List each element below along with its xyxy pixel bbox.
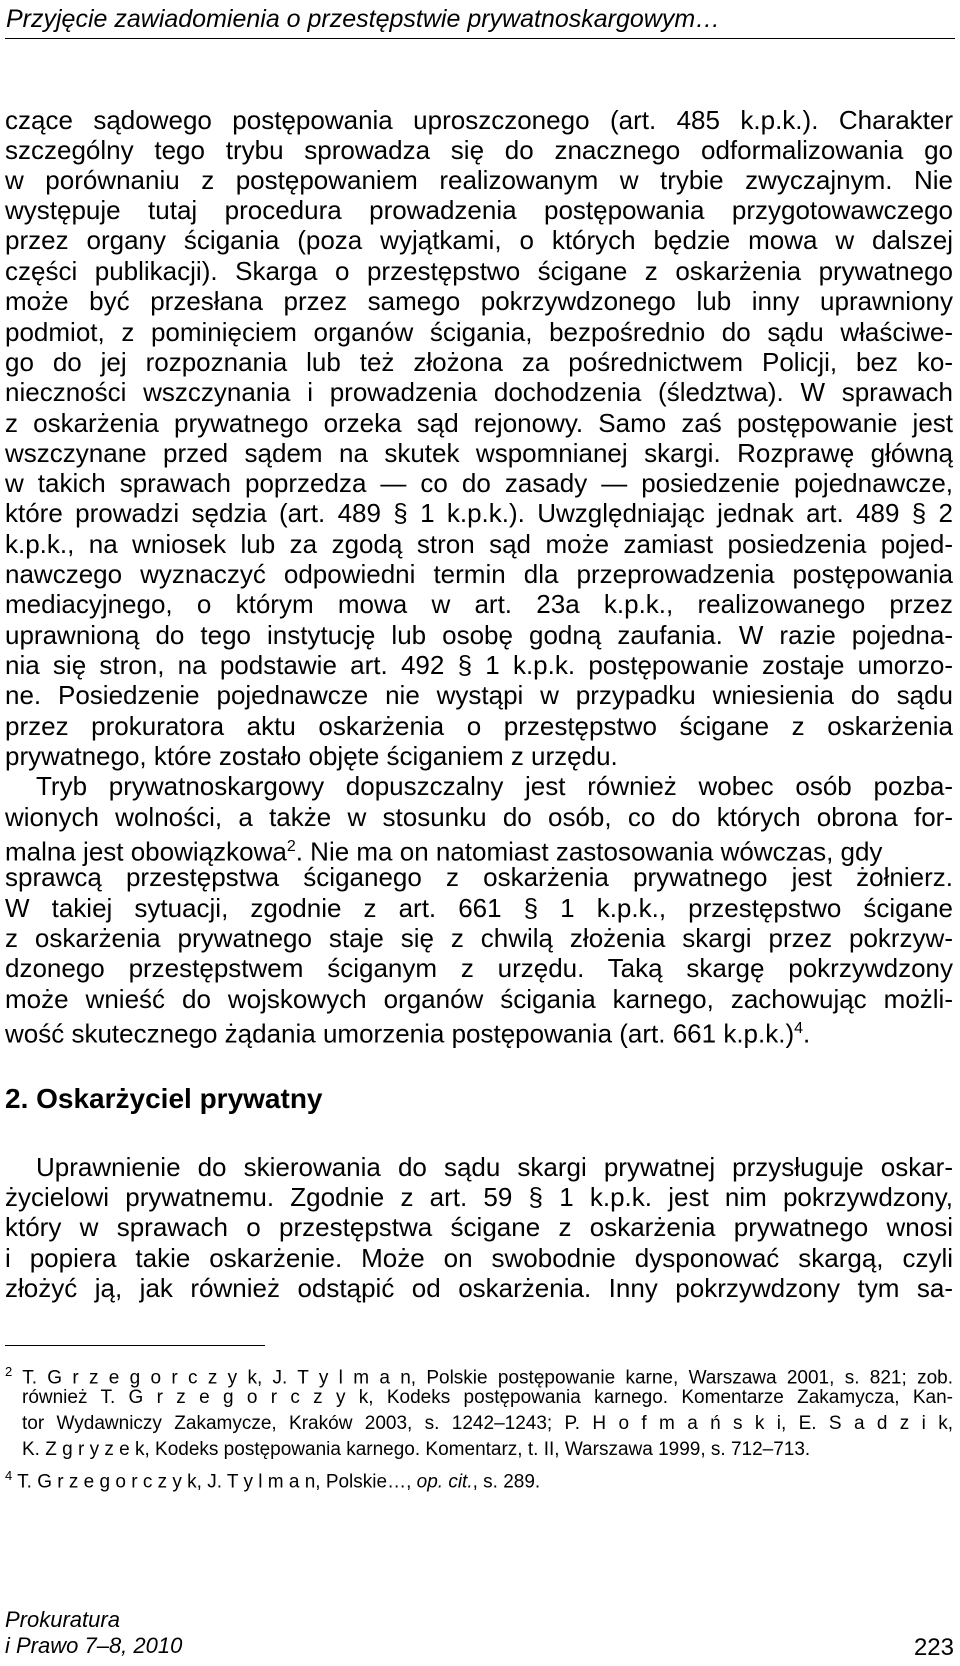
body-line: sprawcą przestępstwa ściganego z oskarżenia prywatnego jest żołnierz. [5, 862, 953, 892]
body-line: mediacyjnego, o którym mowa w art. 23a k.p.k., realizowanego przez [5, 589, 953, 619]
body-line: ne. Posiedzenie pojednawcze nie wystąpi w przypadku wniesienia do sądu [5, 680, 953, 710]
body-line: z oskarżenia prywatnego staje się z chwilą złożenia skargi przez pokrzyw- [5, 923, 953, 953]
body-line: dzonego przestępstwem ściganym z urzędu. Taką skargę pokrzywdzony [5, 953, 953, 983]
body-line: go do jej rozpoznania lub też złożona za pośrednictwem Policji, bez ko- [5, 347, 953, 377]
footnote-line: również T. G r z e g o r c z y k, Kodeks postępowania karnego. Komentarze Zakamycza, Kan- [22, 1387, 953, 1408]
page-number: 223 [913, 1634, 954, 1661]
body-line: w takich sprawach poprzedza — co do zasady — posiedzenie pojednawcze, [5, 468, 953, 498]
body-line: może wnieść do wojskowych organów ścigania karnego, zachowując możli- [5, 984, 953, 1014]
body-line: w porównaniu z postępowaniem realizowanym w trybie zwyczajnym. Nie [5, 165, 953, 195]
body-line: wość skutecznego żądania umorzenia postępowania (art. 661 k.p.k.)$^4$. [5, 1018, 811, 1049]
footnote-2: $^2$ T. G r z e g o r c z y k, J. T y l m a n, Polskie postępowanie karne, Warszawa 2001, s. 821; zob. [5, 1364, 953, 1389]
body-line: malna jest obowiązkowa$^2$. Nie ma on natomiast zastosowania wówczas, gdy [5, 836, 883, 867]
running-title: Przyjęcie zawiadomienia o przestępstwie prywatnoskargowym… [6, 5, 721, 33]
footnote-ref[interactable]: 2 [286, 838, 296, 855]
body-line: wszczynane przed sądem na skutek wspomnianej skargi. Rozprawę główną [5, 438, 953, 468]
section-heading: 2. Oskarżyciel prywatny [5, 1083, 323, 1114]
body-line: Tryb prywatnoskargowy dopuszczalny jest również wobec osób pozba- [36, 771, 953, 801]
section-line: życielowi prywatnemu. Zgodnie z art. 59 § 1 k.p.k. jest nim pokrzywdzony, [5, 1182, 953, 1212]
body-line: występuje tutaj procedura prowadzenia postępowania przygotowawczego [5, 195, 953, 225]
body-line: może być przesłana przez samego pokrzywdzonego lub inny uprawniony [5, 286, 953, 316]
section-line: i popiera takie oskarżenie. Może on swobodnie dysponować skargą, czyli [5, 1243, 953, 1273]
section-line: Uprawnienie do skierowania do sądu skargi prywatnej przysługuje oskar- [36, 1152, 953, 1182]
running-header [5, 0, 955, 39]
body-line: szczególny tego trybu sprowadza się do znacznego odformalizowania go [5, 135, 953, 165]
body-line: części publikacji). Skarga o przestępstwo ścigane z oskarżenia prywatnego [5, 256, 953, 286]
body-line: uprawnioną do tego instytucję lub osobę godną zaufania. W razie pojedna- [5, 620, 953, 650]
journal-name: Prokuratura i Prawo 7–8, 2010 [5, 1607, 183, 1658]
body-line: przez prokuratora aktu oskarżenia o przestępstwo ścigane z oskarżenia [5, 711, 953, 741]
body-line: wionych wolności, a także w stosunku do osób, co do których obrona for- [5, 802, 953, 832]
body-line: k.p.k., na wniosek lub za zgodą stron sąd może zamiast posiedzenia pojed- [5, 529, 953, 559]
section-line: który w sprawach o przestępstwa ścigane z oskarżenia prywatnego wnosi [5, 1212, 953, 1242]
body-line: W takiej sytuacji, zgodnie z art. 661 § 1 k.p.k., przestępstwo ścigane [5, 893, 953, 923]
body-line: które prowadzi sędzia (art. 489 § 1 k.p.k.). Uwzględniając jednak art. 489 § 2 [5, 498, 953, 528]
footnote-line: K. Z g r y z e k, Kodeks postępowania karnego. Komentarz, t. II, Warszawa 1999, s. 712–713. [22, 1439, 811, 1460]
section-line: złożyć ją, jak również odstąpić od oskarżenia. Inny pokrzywdzony tym sa- [5, 1273, 953, 1303]
footnote-ref[interactable]: 4 [794, 1020, 804, 1037]
body-line: nieczności wszczynania i prowadzenia dochodzenia (śledztwa). W sprawach [5, 377, 953, 407]
body-line: przez organy ścigania (poza wyjątkami, o których będzie mowa w dalszej [5, 225, 953, 255]
body-line: czące sądowego postępowania uproszczonego (art. 485 k.p.k.). Charakter [5, 105, 953, 135]
body-line: nia się stron, na podstawie art. 492 § 1 k.p.k. postępowanie zostaje umorzo- [5, 650, 953, 680]
footnote-line: tor Wydawniczy Zakamycze, Kraków 2003, s. 1242–1243; P. H o f m a ń s k i, E. S a d z i k, [22, 1413, 953, 1434]
body-line: z oskarżenia prywatnego orzeka sąd rejonowy. Samo zaś postępowanie jest [5, 408, 953, 438]
footnote-4: $^4$ T. G r z e g o r c z y k, J. T y l m a n, Polskie…, op. cit., s. 289. [5, 1468, 541, 1493]
footnote-separator [5, 1345, 265, 1346]
body-line: podmiot, z pominięciem organów ścigania, bezpośrednio do sądu właściwe- [5, 317, 953, 347]
body-line: prywatnego, które zostało objęte ściganiem z urzędu. [5, 741, 618, 771]
body-line: nawczego wyznaczyć odpowiedni termin dla przeprowadzenia postępowania [5, 559, 953, 589]
